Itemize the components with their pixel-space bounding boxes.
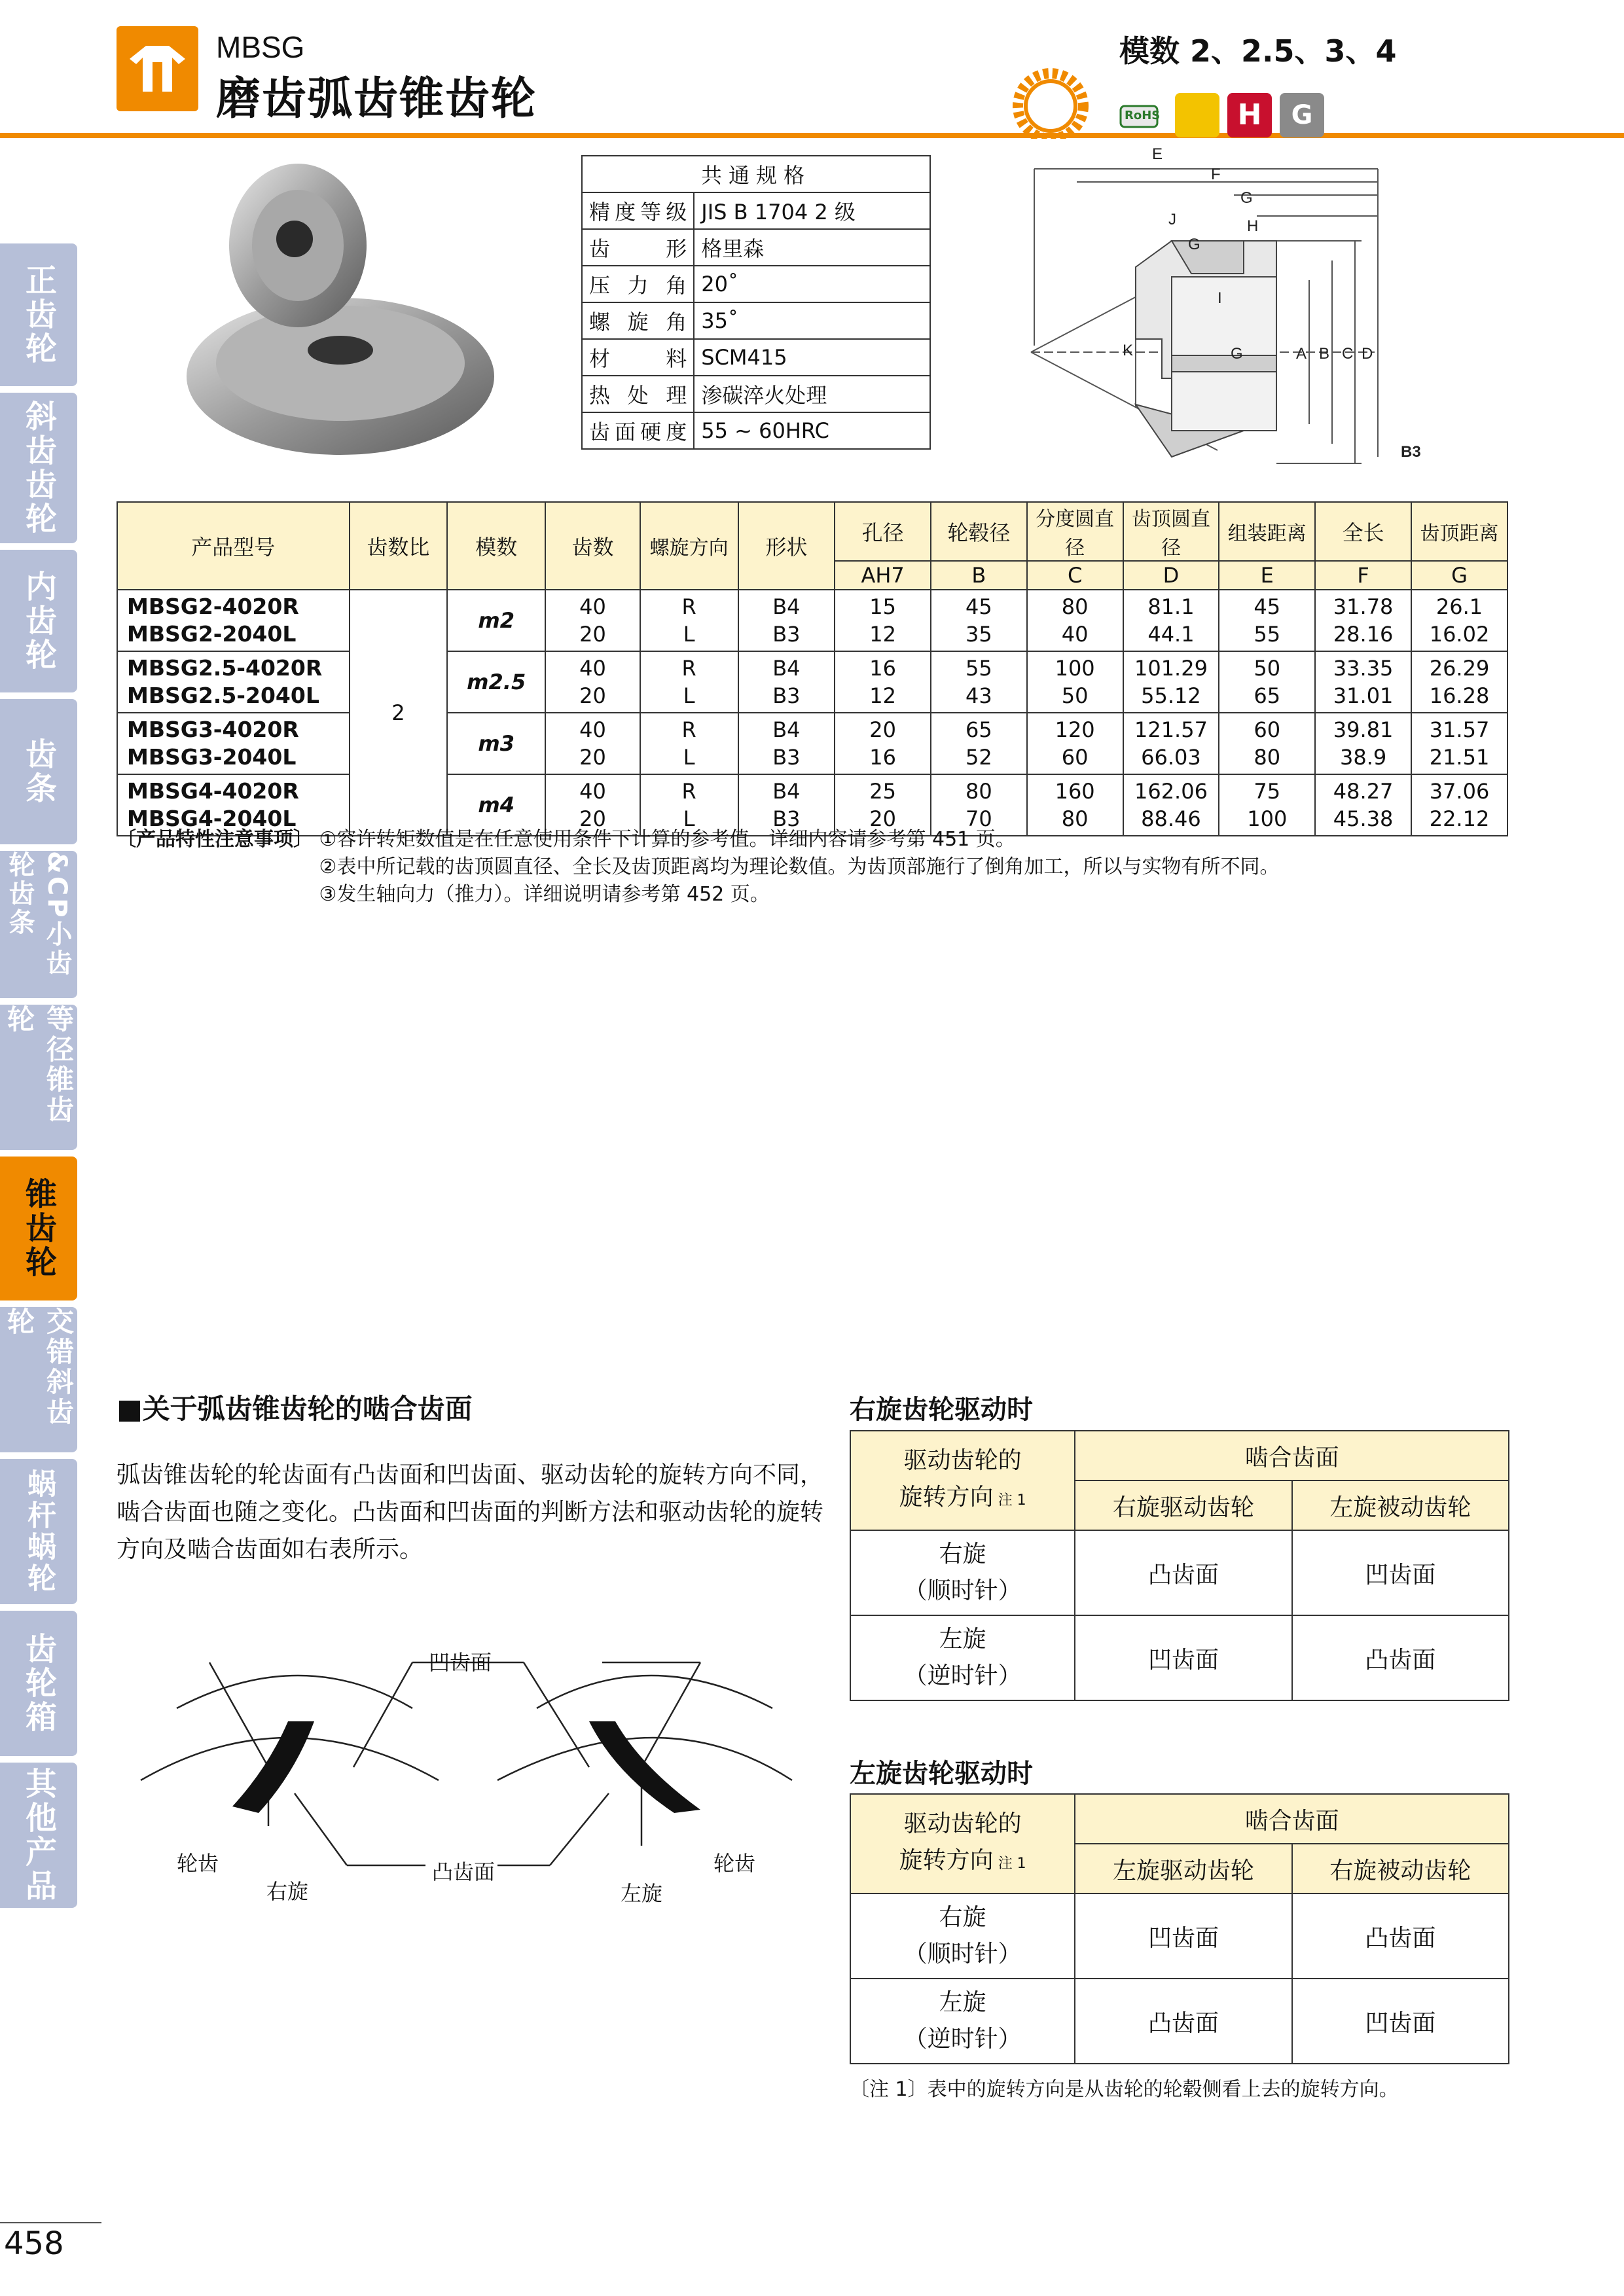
right-drive-title: 右旋齿轮驱动时	[850, 1395, 1033, 1425]
tooth-label-right: 轮齿	[713, 1851, 756, 1876]
col-header: 齿数比	[350, 502, 448, 590]
product-code: MBSG3-4020R MBSG3-2040L	[117, 713, 350, 774]
col-header: 模数	[447, 502, 545, 590]
value-cell: 50 65	[1219, 651, 1315, 713]
module-cell: m4	[447, 774, 545, 836]
driven-col: 右旋被动齿轮	[1292, 1844, 1509, 1893]
mesh-cell: 凸齿面	[1292, 1893, 1509, 1979]
mesh-header: 啮合齿面	[1075, 1431, 1509, 1480]
driver-col: 右旋驱动齿轮	[1075, 1480, 1291, 1530]
col-header: 全长	[1315, 502, 1411, 561]
mesh-cell: 凹齿面	[1292, 1530, 1509, 1615]
module-cell: m3	[447, 713, 545, 774]
spec-value: 渗碳淬火处理	[694, 376, 930, 412]
mesh-cell: 凹齿面	[1075, 1615, 1291, 1700]
note-item: ②表中所记载的齿顶圆直径、全长及齿顶距离均为理论数值。为齿顶部施行了倒角加工，所以与实物有所不同。	[319, 855, 1280, 878]
gear-arc-icon	[1008, 65, 1093, 139]
col-header: 齿数	[545, 502, 640, 590]
left-drive-table	[850, 1793, 1509, 2064]
product-row	[117, 651, 1507, 713]
product-code: MBSG2-4020R MBSG2-2040L	[117, 590, 350, 651]
col-header: 产品型号	[117, 502, 350, 590]
header-rule	[0, 133, 1624, 138]
dim-label: F	[1211, 166, 1221, 183]
col-header: 轮毂径	[931, 502, 1027, 561]
spec-value: 20˚	[694, 266, 930, 302]
right-drive-table	[850, 1430, 1509, 1701]
value-cell: 80 40	[1027, 590, 1123, 651]
driver-col: 左旋驱动齿轮	[1075, 1844, 1291, 1893]
left-hand-label: 左旋	[621, 1881, 663, 1906]
product-code: MBSG2.5-4020R MBSG2.5-2040L	[117, 651, 350, 713]
value-cell: 26.29 16.28	[1411, 651, 1507, 713]
col-header: 组装距离	[1219, 502, 1315, 561]
right-hand-label: 右旋	[266, 1879, 309, 1904]
tab-miter-gear[interactable]: 等径锥齿轮	[0, 1005, 77, 1150]
dim-label: K	[1123, 342, 1134, 359]
col-header: 形状	[738, 502, 835, 590]
heat-treat-icon: H	[1227, 93, 1272, 137]
dim-label: H	[1247, 217, 1259, 235]
spec-key: 齿形	[582, 229, 694, 266]
shape-code: B3	[1401, 443, 1421, 461]
ratio-cell: 2	[350, 590, 448, 836]
mesh-cell: 凸齿面	[1075, 1530, 1291, 1615]
mesh-header: 啮合齿面	[1075, 1794, 1509, 1844]
value-cell: 101.29 55.12	[1123, 651, 1219, 713]
col-subheader: E	[1219, 561, 1315, 590]
tab-worm-gear[interactable]: 蜗杆蜗轮	[0, 1459, 77, 1604]
value-cell: 31.57 21.51	[1411, 713, 1507, 774]
rotation-cell: 右旋 （顺时针）	[850, 1893, 1075, 1979]
value-cell: 75 100	[1219, 774, 1315, 836]
rohs-badge: RoHS	[1119, 97, 1159, 136]
dim-label: C	[1342, 345, 1354, 363]
left-drive-title: 左旋齿轮驱动时	[850, 1759, 1033, 1789]
value-cell: 15 12	[835, 590, 931, 651]
value-cell: 40 20	[545, 713, 640, 774]
value-cell: 25 20	[835, 774, 931, 836]
rotation-header: 驱动齿轮的 旋转方向 注 1	[850, 1431, 1075, 1530]
spec-value: JIS B 1704 2 级	[694, 192, 930, 229]
module-range: 模数 2、2.5、3、4	[1119, 33, 1397, 69]
value-cell: 16 12	[835, 651, 931, 713]
value-cell: 37.06 22.12	[1411, 774, 1507, 836]
dim-label: E	[1152, 145, 1163, 163]
value-cell: 48.27 45.38	[1315, 774, 1411, 836]
col-subheader: AH7	[835, 561, 931, 590]
product-row	[117, 713, 1507, 774]
tab-rack[interactable]: 齿条	[0, 699, 77, 844]
col-subheader: G	[1411, 561, 1507, 590]
product-row	[117, 590, 1507, 651]
value-cell: 100 50	[1027, 651, 1123, 713]
notes-label: 〔产品特性注意事项〕	[117, 828, 313, 851]
dim-label: G	[1231, 345, 1243, 363]
value-cell: 45 35	[931, 590, 1027, 651]
mesh-cell: 凹齿面	[1292, 1979, 1509, 2064]
note-item: ①容许转矩数值是在任意使用条件下计算的参考值。详细内容请参考第 451 页。	[319, 828, 1015, 851]
spec-value: SCM415	[694, 339, 930, 376]
value-cell: 121.57 66.03	[1123, 713, 1219, 774]
tab-screw-gear[interactable]: 交错斜齿轮	[0, 1307, 77, 1452]
col-header: 分度圆直径	[1027, 502, 1123, 561]
tab-internal-gear[interactable]: 内齿轮	[0, 550, 77, 692]
module-cell: m2.5	[447, 651, 545, 713]
rotation-cell: 左旋 （逆时针）	[850, 1615, 1075, 1700]
tab-other-products[interactable]: 其他产品	[0, 1763, 77, 1908]
mesh-cell: 凸齿面	[1075, 1979, 1291, 2064]
value-cell: 120 60	[1027, 713, 1123, 774]
col-subheader: F	[1315, 561, 1411, 590]
note-item: ③发生轴向力（推力）。详细说明请参考第 452 页。	[319, 883, 770, 906]
spec-value: 35˚	[694, 302, 930, 339]
module-cell: m2	[447, 590, 545, 651]
col-header: 齿顶圆直径	[1123, 502, 1219, 561]
dim-label: B	[1319, 345, 1330, 363]
value-cell: 33.35 31.01	[1315, 651, 1411, 713]
col-subheader: D	[1123, 561, 1219, 590]
value-cell: R L	[640, 651, 738, 713]
value-cell: 60 80	[1219, 713, 1315, 774]
value-cell: 160 80	[1027, 774, 1123, 836]
value-cell: 45 55	[1219, 590, 1315, 651]
col-header: 齿顶距离	[1411, 502, 1507, 561]
spec-key: 热处理	[582, 376, 694, 412]
mesh-cell: 凸齿面	[1292, 1615, 1509, 1700]
series-code: MBSG	[216, 30, 305, 64]
value-cell: 26.1 16.02	[1411, 590, 1507, 651]
product-code: MBSG4-4020R MBSG4-2040L	[117, 774, 350, 836]
dim-label: G	[1240, 189, 1253, 207]
dimension-diagram	[1021, 143, 1492, 470]
bevel-gear-logo-icon	[117, 26, 198, 111]
tab-cp-rack-pinion[interactable]: &CP小齿轮齿条	[0, 851, 77, 998]
dim-label: D	[1362, 345, 1373, 363]
value-cell: 55 43	[931, 651, 1027, 713]
col-header: 孔径	[835, 502, 931, 561]
value-cell: B4 B3	[738, 590, 835, 651]
value-cell: 40 20	[545, 774, 640, 836]
driven-col: 左旋被动齿轮	[1292, 1480, 1509, 1530]
mesh-paragraph: 弧齿锥齿轮的轮齿面有凸齿面和凹齿面、驱动齿轮的旋转方向不同，啮合齿面也随之变化。凸齿面和凹齿面的判断方法和驱动齿轮的旋转方向及啮合齿面如右表所示。	[117, 1462, 824, 1563]
dim-label: A	[1296, 345, 1307, 363]
dim-label: J	[1168, 211, 1176, 228]
product-notes	[117, 826, 1279, 908]
concave-label: 凹齿面	[429, 1650, 492, 1675]
common-spec-table	[581, 155, 931, 450]
spec-key: 精度等级	[582, 192, 694, 229]
value-cell: B4 B3	[738, 651, 835, 713]
mesh-section-title: ■关于弧齿锥齿轮的啮合齿面	[117, 1393, 473, 1425]
spec-key: 齿面硬度	[582, 412, 694, 449]
value-cell: R L	[640, 713, 738, 774]
dim-label: I	[1218, 289, 1222, 307]
page-rule	[0, 2222, 101, 2223]
spec-key: 材料	[582, 339, 694, 376]
convex-label: 凸齿面	[432, 1859, 496, 1884]
col-subheader: C	[1027, 561, 1123, 590]
value-cell: 162.06 88.46	[1123, 774, 1219, 836]
value-cell: 31.78 28.16	[1315, 590, 1411, 651]
value-cell: 39.81 38.9	[1315, 713, 1411, 774]
value-cell: 20 16	[835, 713, 931, 774]
spec-value: 55 ~ 60HRC	[694, 412, 930, 449]
value-cell: B4 B3	[738, 713, 835, 774]
value-cell: R L	[640, 590, 738, 651]
rotation-cell: 右旋 （顺时针）	[850, 1530, 1075, 1615]
value-cell: 81.1 44.1	[1123, 590, 1219, 651]
ground-icon: G	[1280, 93, 1324, 137]
col-header: 螺旋方向	[640, 502, 738, 590]
tab-helical-gear[interactable]: 斜齿齿轮	[0, 393, 77, 543]
page-title: 磨齿弧齿锥齿轮	[216, 73, 537, 125]
spec-key: 压力角	[582, 266, 694, 302]
tab-bevel-gear[interactable]: 锥齿轮	[0, 1157, 77, 1300]
value-cell: 65 52	[931, 713, 1027, 774]
tooth-label-left: 轮齿	[177, 1851, 219, 1876]
value-cell: 40 20	[545, 651, 640, 713]
keyway-icon	[1175, 93, 1219, 137]
product-table	[117, 501, 1508, 836]
page-number: 458	[4, 2225, 64, 2262]
spec-value: 格里森	[694, 229, 930, 266]
value-cell: 80 70	[931, 774, 1027, 836]
value-cell: B4 B3	[738, 774, 835, 836]
footnote: 〔注 1〕表中的旋转方向是从齿轮的轮毂侧看上去的旋转方向。	[850, 2078, 1399, 2101]
product-photo	[173, 160, 501, 475]
mesh-cell: 凹齿面	[1075, 1893, 1291, 1979]
spec-title: 共通规格	[582, 156, 930, 192]
rotation-cell: 左旋 （逆时针）	[850, 1979, 1075, 2064]
value-cell: 40 20	[545, 590, 640, 651]
tab-gearbox[interactable]: 齿轮箱	[0, 1611, 77, 1756]
dim-label: G	[1188, 236, 1200, 253]
spec-key: 螺旋角	[582, 302, 694, 339]
rotation-header: 驱动齿轮的 旋转方向 注 1	[850, 1794, 1075, 1893]
tab-spur-gear[interactable]: 正齿轮	[0, 243, 77, 386]
value-cell: R L	[640, 774, 738, 836]
col-subheader: B	[931, 561, 1027, 590]
